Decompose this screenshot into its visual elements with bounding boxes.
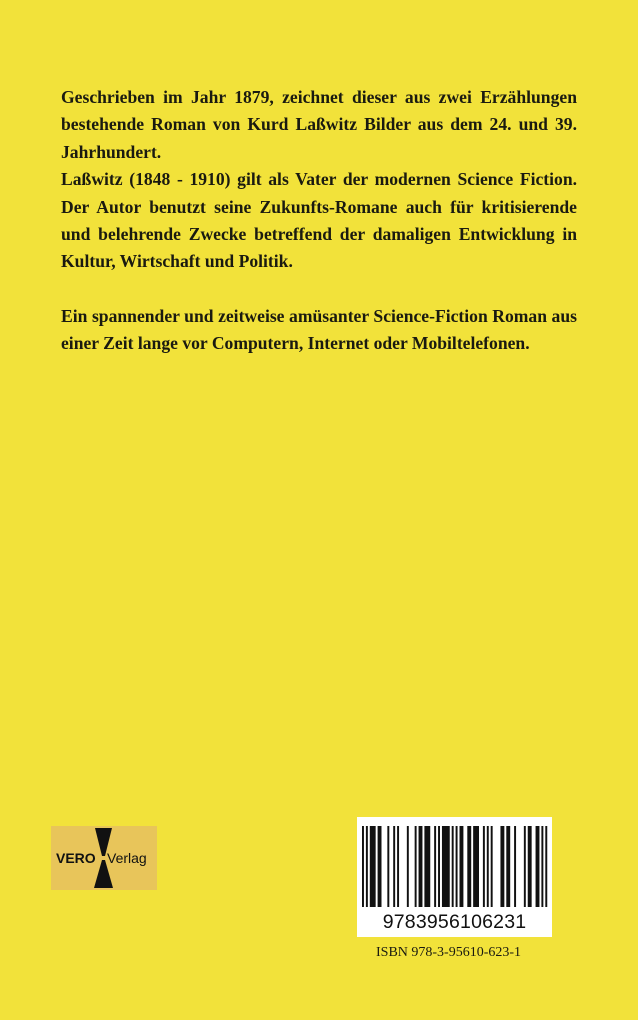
barcode-bar <box>491 826 493 907</box>
barcode-bar <box>541 826 543 907</box>
publisher-logo <box>51 826 157 890</box>
blurb-paragraph-3: Ein spannender und zeitweise amüsanter Science-Fiction Roman aus einer Zeit lange vor Computern, Internet oder Mobiltelefonen. <box>61 305 577 354</box>
barcode-bar <box>483 826 485 907</box>
barcode-bar <box>370 826 376 907</box>
barcode-bar <box>467 826 471 907</box>
barcode-bar <box>545 826 547 907</box>
barcode-bar <box>528 826 532 907</box>
barcode-bar <box>460 826 464 907</box>
publisher-name-verlag: Verlag <box>107 850 147 866</box>
barcode-bar <box>456 826 458 907</box>
barcode-bar <box>514 826 516 907</box>
barcode-bar <box>506 826 510 907</box>
barcode-bar <box>487 826 489 907</box>
barcode-bar <box>473 826 479 907</box>
barcode-bar <box>424 826 430 907</box>
barcode-bar <box>415 826 417 907</box>
barcode-bars <box>357 817 552 911</box>
barcode-bar <box>442 826 450 907</box>
barcode-bar <box>434 826 436 907</box>
barcode-bar <box>407 826 409 907</box>
blurb-paragraph-2: Laßwitz (1848 - 1910) gilt als Vater der modernen Science Fiction. Der Autor benutzt seine Zukunfts-Romane auch für kritisierende und belehrende Zwecke betreffend der damaligen Entwicklung in Kultur, Wirtschaft und Politik. <box>61 169 577 272</box>
barcode-bar <box>419 826 423 907</box>
barcode <box>357 817 552 937</box>
barcode-bar <box>536 826 540 907</box>
blurb-paragraph-1: Geschrieben im Jahr 1879, zeichnet dieser aus zwei Erzählungen bestehende Roman von Kurd Laßwitz Bilder aus dem 24. und 39. Jahrhundert. <box>61 87 577 162</box>
publisher-name-vero: VERO <box>56 850 96 866</box>
barcode-bar <box>500 826 504 907</box>
barcode-bar <box>387 826 389 907</box>
barcode-bar <box>438 826 440 907</box>
barcode-bar <box>397 826 399 907</box>
barcode-bar <box>366 826 368 907</box>
barcode-bar <box>378 826 382 907</box>
back-cover-blurb <box>61 84 577 358</box>
barcode-bar <box>393 826 395 907</box>
barcode-bar <box>524 826 526 907</box>
barcode-bar <box>362 826 364 907</box>
barcode-bar <box>452 826 454 907</box>
isbn-label: ISBN 978-3-95610-623-1 <box>376 945 522 960</box>
barcode-digits: 9783956106231 <box>382 911 527 933</box>
